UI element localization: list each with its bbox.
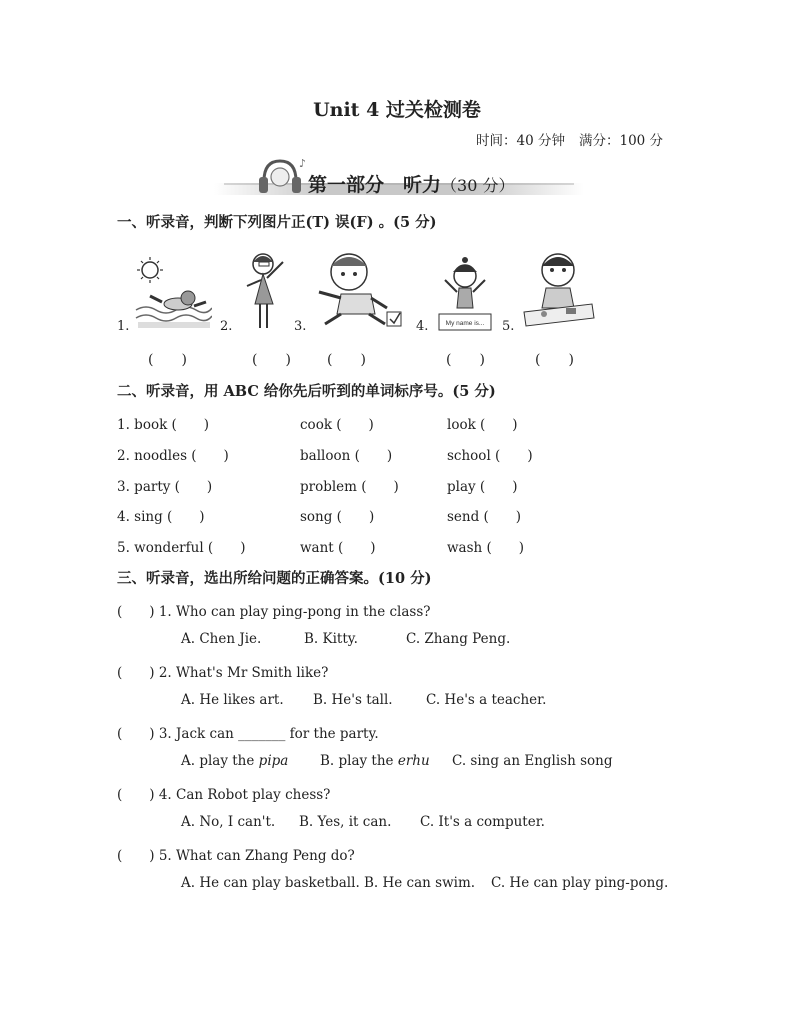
question-text: 4. Can Robot play chess?	[158, 787, 331, 803]
question-text: 3. Jack can _______ for the party.	[158, 726, 379, 742]
exam-meta	[476, 129, 677, 149]
option-a[interactable]: A. Chen Jie.	[181, 631, 262, 647]
word-item[interactable]: balloon ( )	[300, 448, 393, 464]
picture-number: 1.	[117, 319, 130, 334]
section2-heading: 二、听录音，用 ABC 给你先后听到的单词标序号。(5 分)	[117, 383, 496, 400]
option-b-text: B. play the	[320, 753, 398, 769]
option-c[interactable]: C. sing an English song	[452, 753, 613, 769]
option-a[interactable]: A. He likes art.	[181, 692, 284, 708]
part-one-title	[308, 170, 514, 197]
part-one-points: （30 分）	[441, 176, 515, 195]
word-item[interactable]: problem ( )	[300, 479, 399, 495]
word-item[interactable]: send ( )	[447, 509, 522, 525]
answer-blank[interactable]: ( )	[117, 726, 155, 742]
option-c[interactable]: C. Zhang Peng.	[406, 631, 511, 647]
answer-blank[interactable]: ( )	[117, 848, 155, 864]
answer-blank[interactable]: ( )	[117, 665, 155, 681]
word-item[interactable]: 2. noodles ( )	[117, 448, 229, 464]
question-row	[117, 661, 328, 681]
option-a-italic: pipa	[258, 753, 289, 769]
question-text: 1. Who can play ping-pong in the class?	[158, 604, 431, 620]
word-item[interactable]: cook ( )	[300, 417, 374, 433]
question-text: 5. What can Zhang Peng do?	[158, 848, 355, 864]
word-item[interactable]: play ( )	[447, 479, 518, 495]
option-c[interactable]: C. He's a teacher.	[426, 692, 547, 708]
word-item[interactable]: want ( )	[300, 540, 376, 556]
question-row	[117, 844, 355, 864]
option-c[interactable]: C. It's a computer.	[420, 814, 545, 830]
page-title: Unit 4 过关检测卷	[313, 99, 481, 121]
part-one-label: 第一部分 听力	[308, 174, 442, 196]
option-b-italic: erhu	[397, 753, 430, 769]
swimming-boy-picture	[132, 256, 212, 330]
answer-blank[interactable]: ( )	[327, 352, 366, 368]
time-limit: 时间：40 分钟	[476, 133, 565, 149]
word-item[interactable]: school ( )	[447, 448, 533, 464]
word-item[interactable]: 1. book ( )	[117, 417, 210, 433]
answer-blank[interactable]: ( )	[117, 604, 155, 620]
section3-heading: 三、听录音，选出所给问题的正确答案。(10 分)	[117, 570, 432, 587]
answer-blank[interactable]: ( )	[446, 352, 485, 368]
full-score: 满分：100 分	[578, 133, 664, 149]
section1-heading: 一、听录音，判断下列图片正(T) 误(F) 。(5 分)	[117, 214, 437, 231]
kungfu-boy-picture	[311, 246, 403, 328]
word-item[interactable]: 3. party ( )	[117, 479, 213, 495]
girl-with-sign-picture	[437, 256, 493, 332]
option-a[interactable]: A. He can play basketball.	[181, 875, 360, 891]
painting-boy-picture	[520, 248, 596, 328]
option-a[interactable]: A. No, I can't.	[181, 814, 276, 830]
question-row	[117, 783, 330, 803]
option-a[interactable]	[181, 753, 288, 769]
picture-number: 5.	[502, 319, 515, 334]
sign-text: My name is...	[445, 320, 485, 327]
word-item[interactable]: 4. sing ( )	[117, 509, 205, 525]
question-row	[117, 722, 379, 742]
answer-blank[interactable]: ( )	[117, 787, 155, 803]
dancing-girl-picture	[243, 250, 291, 332]
word-item[interactable]: look ( )	[447, 417, 518, 433]
picture-number: 4.	[416, 319, 429, 334]
svg-text:♪: ♪	[299, 157, 307, 170]
picture-number: 2.	[220, 319, 233, 334]
word-item[interactable]: song ( )	[300, 509, 375, 525]
answer-blank[interactable]: ( )	[252, 352, 291, 368]
option-a-text: A. play the	[181, 753, 259, 769]
word-item[interactable]: 5. wonderful ( )	[117, 540, 246, 556]
question-row	[117, 600, 431, 620]
option-c[interactable]: C. He can play ping-pong.	[491, 875, 669, 891]
answer-blank[interactable]: ( )	[148, 352, 187, 368]
word-item[interactable]: wash ( )	[447, 540, 525, 556]
picture-number: 3.	[294, 319, 307, 334]
question-text: 2. What's Mr Smith like?	[158, 665, 329, 681]
option-b[interactable]: B. He can swim.	[364, 875, 476, 891]
answer-blank[interactable]: ( )	[535, 352, 574, 368]
option-b[interactable]	[320, 753, 430, 769]
option-b[interactable]: B. Yes, it can.	[299, 814, 392, 830]
option-b[interactable]: B. He's tall.	[313, 692, 393, 708]
option-b[interactable]: B. Kitty.	[304, 631, 358, 647]
